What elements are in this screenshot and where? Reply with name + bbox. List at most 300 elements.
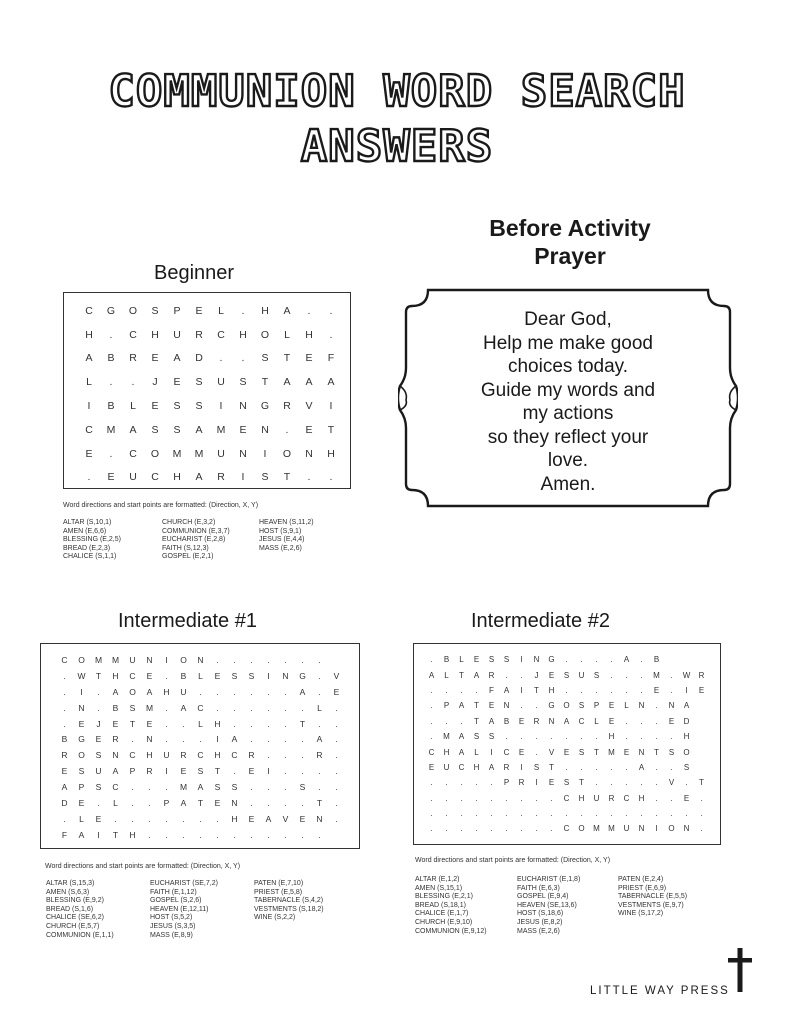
grid-letter: . (267, 702, 270, 713)
grid-letter: . (565, 762, 568, 772)
beginner-answers-col-3 (259, 519, 314, 553)
intermediate-1-answers-col-3 (254, 880, 324, 923)
grid-letter: . (625, 778, 628, 788)
grid-letter: . (241, 352, 245, 365)
grid-row (424, 806, 709, 821)
grid-letter: S (197, 766, 204, 777)
answer-entry: ALTAR (S,10,1) (63, 519, 112, 526)
grid-letter: . (520, 670, 523, 680)
grid-letter: . (520, 809, 523, 819)
grid-letter: H (151, 328, 159, 341)
answer-entry: JESUS (E,8,2) (517, 918, 563, 926)
grid-letter: . (233, 654, 236, 665)
grid-letter: . (520, 793, 523, 803)
prayer-text (418, 308, 718, 496)
grid-letter: . (63, 718, 66, 729)
grid-letter: . (430, 716, 433, 726)
grid-letter (328, 827, 345, 843)
grid-letter: . (109, 376, 113, 389)
grid-letter: L (218, 304, 224, 317)
grid-letter: T (197, 797, 204, 808)
grid-letter: B (653, 655, 660, 665)
grid-letter: S (231, 782, 238, 793)
answer-entry: FAITH (E,1,12) (150, 888, 197, 896)
grid-letter: . (430, 732, 433, 742)
grid-letter: E (85, 447, 93, 460)
grid-letter: E (180, 766, 187, 777)
grid-letter: . (490, 793, 493, 803)
grid-letter: . (655, 762, 658, 772)
grid-letter: . (267, 654, 270, 665)
grid-letter: . (625, 762, 628, 772)
grid-letter: M (194, 447, 204, 460)
grid-letter: . (595, 809, 598, 819)
answer-entry: HEAVEN (S,11,2) (259, 519, 314, 526)
grid-letter: E (473, 655, 480, 665)
grid-letter: E (248, 813, 255, 824)
grid-letter: N (78, 702, 85, 713)
grid-letter: N (638, 747, 645, 757)
grid-row (424, 744, 709, 759)
grid-letter: U (217, 447, 225, 460)
grid-letter: . (610, 670, 613, 680)
answer-entry: CHALICE (SE,6,2) (46, 914, 104, 922)
grid-letter: . (284, 654, 287, 665)
grid-letter: S (503, 655, 510, 665)
grid-letter: A (299, 686, 306, 697)
grid-letter: H (146, 750, 153, 761)
grid-letter: . (505, 732, 508, 742)
grid-letter: T (699, 778, 704, 788)
grid-letter: H (473, 762, 480, 772)
grid-letter (694, 652, 709, 667)
grid-letter: C (458, 762, 465, 772)
grid-letter: . (535, 747, 538, 757)
grid-letter: C (85, 423, 93, 436)
grid-letter: H (85, 328, 93, 341)
grid-letter: A (327, 376, 335, 389)
grid-letter: A (112, 686, 119, 697)
grid-letter: G (548, 701, 555, 711)
answer-entry: CHALICE (E,1,7) (415, 910, 469, 918)
grid-letter: T (316, 797, 323, 808)
grid-letter: . (182, 734, 185, 745)
answer-entry: PATEN (E,2,4) (618, 876, 664, 883)
grid-letter: . (285, 423, 289, 436)
grid-letter: A (173, 352, 181, 365)
grid-letter: F (327, 352, 335, 365)
grid-letter: H (548, 685, 555, 695)
grid-letter: N (316, 813, 323, 824)
grid-letter: . (655, 809, 658, 819)
grid-row (78, 370, 342, 394)
grid-letter: W (682, 670, 691, 680)
grid-letter: . (430, 778, 433, 788)
grid-letter: . (329, 471, 333, 484)
grid-letter: A (283, 376, 291, 389)
answer-entry: GOSPEL (E,2,1) (162, 553, 214, 561)
grid-letter: U (129, 654, 136, 665)
grid-letter: M (608, 747, 615, 757)
grid-letter: I (655, 824, 658, 834)
grid-row (78, 418, 342, 442)
grid-letter: N (533, 655, 540, 665)
grid-letter: A (458, 747, 465, 757)
grid-letter: . (335, 750, 338, 761)
grid-letter: . (318, 654, 321, 665)
grid-letter: E (428, 762, 435, 772)
grid-letter: . (284, 766, 287, 777)
grid-letter: . (655, 732, 658, 742)
grid-letter: R (129, 352, 137, 365)
grid-letter: S (593, 670, 600, 680)
grid-letter: . (565, 809, 568, 819)
grid-row (424, 729, 709, 744)
grid-letter: A (623, 655, 630, 665)
grid-letter: R (698, 670, 705, 680)
prayer-line: Dear God, (524, 309, 612, 330)
grid-letter: J (152, 376, 158, 389)
grid-letter: E (608, 716, 615, 726)
grid-row (78, 323, 342, 347)
grid-letter: . (335, 782, 338, 793)
grid-letter: . (490, 778, 493, 788)
grid-letter: . (335, 766, 338, 777)
prayer-line: Amen. (540, 473, 596, 495)
grid-letter: U (593, 793, 600, 803)
grid-letter: . (250, 782, 253, 793)
grid-letter: . (250, 686, 253, 697)
grid-letter: . (550, 793, 553, 803)
grid-letter: . (318, 829, 321, 840)
grid-letter: . (114, 813, 117, 824)
grid-letter: M (608, 824, 615, 834)
grid-letter: E (299, 813, 306, 824)
grid-row (424, 652, 709, 667)
grid-letter: . (301, 797, 304, 808)
grid-letter: H (112, 670, 119, 681)
grid-letter: . (216, 686, 219, 697)
grid-letter: U (163, 750, 170, 761)
grid-letter: . (301, 750, 304, 761)
grid-row (56, 795, 345, 811)
grid-letter: . (595, 685, 598, 695)
grid-letter: R (112, 734, 119, 745)
grid-letter: . (430, 701, 433, 711)
answer-entry: PRIEST (E,6,9) (618, 884, 667, 892)
grid-letter: V (305, 400, 313, 413)
beginner-answers-col-2 (162, 519, 230, 562)
grid-letter: T (112, 829, 119, 840)
grid-letter: E (173, 376, 181, 389)
grid-letter: I (165, 654, 168, 665)
answer-entry: BLESSING (E,2,1) (415, 893, 473, 901)
grid-letter: I (329, 400, 333, 413)
answer-entry: WINE (S,2,2) (254, 914, 296, 922)
grid-letter: A (305, 376, 313, 389)
grid-letter: E (305, 352, 313, 365)
grid-letter: . (250, 702, 253, 713)
grid-letter: M (145, 702, 154, 713)
grid-letter: . (670, 809, 673, 819)
grid-row (78, 442, 342, 466)
grid-row (424, 791, 709, 806)
answer-entry: BREAD (S,1,6) (46, 905, 94, 913)
grid-letter: S (563, 670, 570, 680)
grid-letter: . (335, 734, 338, 745)
grid-letter: O (128, 304, 138, 317)
grid-letter: . (655, 778, 658, 788)
grid-letter: . (700, 809, 703, 819)
intermediate-2-answers-col-3 (618, 876, 687, 919)
grid-letter: S (578, 747, 585, 757)
beginner-direction-note: Word directions and start points are formatted: (Direction, X, Y) (63, 502, 259, 509)
grid-letter: . (550, 809, 553, 819)
answer-entry: HOST (S,9,1) (259, 527, 302, 535)
grid-letter: C (85, 304, 93, 317)
grid-letter: . (580, 685, 583, 695)
grid-letter: A (61, 782, 68, 793)
grid-letter: . (475, 824, 478, 834)
grid-letter: V (668, 778, 675, 788)
grid-letter: . (148, 813, 151, 824)
prayer-heading (445, 214, 695, 270)
grid-letter: . (610, 655, 613, 665)
grid-letter: . (329, 304, 333, 317)
grid-letter: . (63, 813, 66, 824)
beginner-grid (63, 292, 351, 489)
grid-letter: . (329, 328, 333, 341)
grid-letter: . (199, 734, 202, 745)
grid-letter: A (195, 471, 203, 484)
grid-letter: . (595, 732, 598, 742)
grid-letter: O (180, 654, 187, 665)
grid-letter: E (548, 778, 555, 788)
grid-letter: E (668, 716, 675, 726)
grid-letter: . (148, 782, 151, 793)
grid-letter: G (78, 734, 85, 745)
grid-letter: . (284, 829, 287, 840)
grid-letter: B (503, 716, 510, 726)
grid-letter: . (445, 793, 448, 803)
grid-letter: A (428, 670, 435, 680)
grid-letter: . (460, 793, 463, 803)
grid-letter: . (445, 685, 448, 695)
grid-letter: C (197, 750, 204, 761)
grid-letter: . (460, 809, 463, 819)
grid-letter: A (503, 685, 510, 695)
grid-letter: H (231, 813, 238, 824)
grid-letter: A (316, 734, 323, 745)
grid-letter: . (475, 778, 478, 788)
grid-letter: N (112, 750, 119, 761)
grid-letter: N (282, 670, 289, 681)
grid-letter: . (460, 685, 463, 695)
grid-letter: L (198, 718, 203, 729)
grid-letter: N (503, 701, 510, 711)
answer-entry: FAITH (S,12,3) (162, 544, 209, 552)
grid-letter: E (78, 718, 85, 729)
grid-letter: U (180, 686, 187, 697)
grid-letter: I (520, 762, 523, 772)
grid-letter: C (61, 654, 68, 665)
answer-entry: PRIEST (E,5,8) (254, 888, 303, 896)
grid-letter: . (131, 797, 134, 808)
grid-letter (694, 760, 709, 775)
grid-letter: A (488, 762, 495, 772)
grid-letter: . (430, 824, 433, 834)
grid-letter: W (77, 670, 86, 681)
grid-letter: O (683, 747, 690, 757)
grid-letter: . (640, 655, 643, 665)
grid-letter: R (518, 778, 525, 788)
grid-letter: A (283, 304, 291, 317)
grid-letter: U (443, 762, 450, 772)
grid-letter: S (473, 732, 480, 742)
grid-letter: . (250, 797, 253, 808)
grid-letter: . (63, 670, 66, 681)
grid-letter: J (96, 718, 101, 729)
grid-row (424, 667, 709, 682)
grid-letter (664, 652, 679, 667)
grid-letter: . (165, 813, 168, 824)
grid-letter: S (248, 670, 255, 681)
grid-letter: . (625, 685, 628, 695)
grid-letter: P (443, 701, 450, 711)
grid-letter: T (534, 685, 539, 695)
grid-letter: . (301, 734, 304, 745)
grid-row (78, 299, 342, 323)
grid-row (56, 747, 345, 763)
grid-letter: . (700, 793, 703, 803)
grid-letter: . (610, 778, 613, 788)
prayer-line: my actions (522, 403, 614, 424)
grid-letter: E (95, 734, 102, 745)
grid-letter: L (86, 376, 92, 389)
grid-letter: . (430, 793, 433, 803)
grid-letter: A (488, 716, 495, 726)
grid-letter: . (165, 670, 168, 681)
grid-letter: . (267, 782, 270, 793)
grid-letter: T (299, 718, 306, 729)
grid-letter: O (563, 701, 570, 711)
grid-letter: N (197, 654, 204, 665)
grid-letter: . (580, 762, 583, 772)
grid-letter: . (580, 655, 583, 665)
grid-letter: V (333, 670, 340, 681)
grid-letter: . (655, 716, 658, 726)
grid-letter: P (129, 766, 136, 777)
answer-entry: CHURCH (E,3,2) (162, 519, 216, 526)
prayer-heading-line-2: Prayer (534, 243, 606, 269)
answer-entry: VESTMENTS (S,18,2) (254, 905, 324, 913)
grid-letter: U (173, 328, 181, 341)
grid-row (56, 827, 345, 843)
grid-letter: . (595, 778, 598, 788)
grid-letter: . (131, 782, 134, 793)
grid-letter: H (163, 686, 170, 697)
grid-letter: I (263, 447, 267, 460)
grid-letter: N (638, 701, 645, 711)
grid-letter: . (640, 809, 643, 819)
grid-letter: . (550, 732, 553, 742)
grid-letter: . (535, 732, 538, 742)
grid-letter: L (459, 655, 464, 665)
grid-letter: . (460, 716, 463, 726)
grid-letter: H (129, 829, 136, 840)
grid-letter: . (301, 829, 304, 840)
answer-entry: EUCHARIST (E,1,8) (517, 876, 581, 883)
grid-letter: I (216, 734, 219, 745)
grid-letter: A (458, 732, 465, 742)
grid-letter: G (106, 304, 116, 317)
grid-row (424, 714, 709, 729)
grid-letter: M (216, 423, 226, 436)
answer-entry: BREAD (S,18,1) (415, 901, 466, 909)
grid-letter: T (654, 747, 659, 757)
grid-letter: . (284, 702, 287, 713)
grid-letter: R (533, 716, 540, 726)
grid-letter: C (197, 702, 204, 713)
grid-letter: O (668, 824, 675, 834)
grid-letter: I (520, 655, 523, 665)
grid-letter: T (129, 718, 136, 729)
grid-letter: T (214, 766, 221, 777)
grid-letter: . (267, 797, 270, 808)
grid-letter: H (608, 732, 615, 742)
grid-letter: . (430, 685, 433, 695)
grid-letter: T (459, 670, 464, 680)
grid-letter: . (165, 829, 168, 840)
grid-letter: S (578, 701, 585, 711)
grid-letter: R (248, 750, 255, 761)
grid-letter (694, 744, 709, 759)
grid-letter: . (505, 824, 508, 834)
grid-letter: . (148, 829, 151, 840)
grid-letter: . (535, 824, 538, 834)
grid-letter: . (284, 782, 287, 793)
grid-letter: E (214, 797, 221, 808)
answer-entry: AMEN (S,6,3) (46, 888, 90, 896)
grid-letter: . (109, 447, 113, 460)
grid-letter: . (565, 685, 568, 695)
grid-letter: . (233, 829, 236, 840)
grid-letter: E (698, 685, 705, 695)
page-subtitle: ANSWERS (300, 121, 494, 172)
grid-letter: N (239, 400, 247, 413)
grid-row (56, 652, 345, 668)
grid-letter: H (214, 750, 221, 761)
intermediate-2-answers-col-2 (517, 876, 580, 936)
grid-letter: . (625, 716, 628, 726)
grid-letter: U (129, 471, 137, 484)
grid-letter: . (267, 734, 270, 745)
grid-letter: N (261, 423, 269, 436)
answer-entry: VESTMENTS (E,9,7) (618, 901, 684, 909)
grid-letter: . (640, 778, 643, 788)
grid-letter (694, 714, 709, 729)
grid-letter: . (460, 778, 463, 788)
grid-letter: . (109, 328, 113, 341)
answer-entry: FAITH (E,6,3) (517, 884, 560, 892)
intermediate-2-direction-note: Word directions and start points are formatted: (Direction, X, Y) (415, 857, 611, 864)
grid-letter: . (580, 809, 583, 819)
intermediate-1-grid (40, 643, 360, 849)
grid-letter: F (61, 829, 68, 840)
grid-letter: O (150, 447, 160, 460)
grid-letter: R (488, 670, 495, 680)
grid-letter: L (474, 747, 479, 757)
